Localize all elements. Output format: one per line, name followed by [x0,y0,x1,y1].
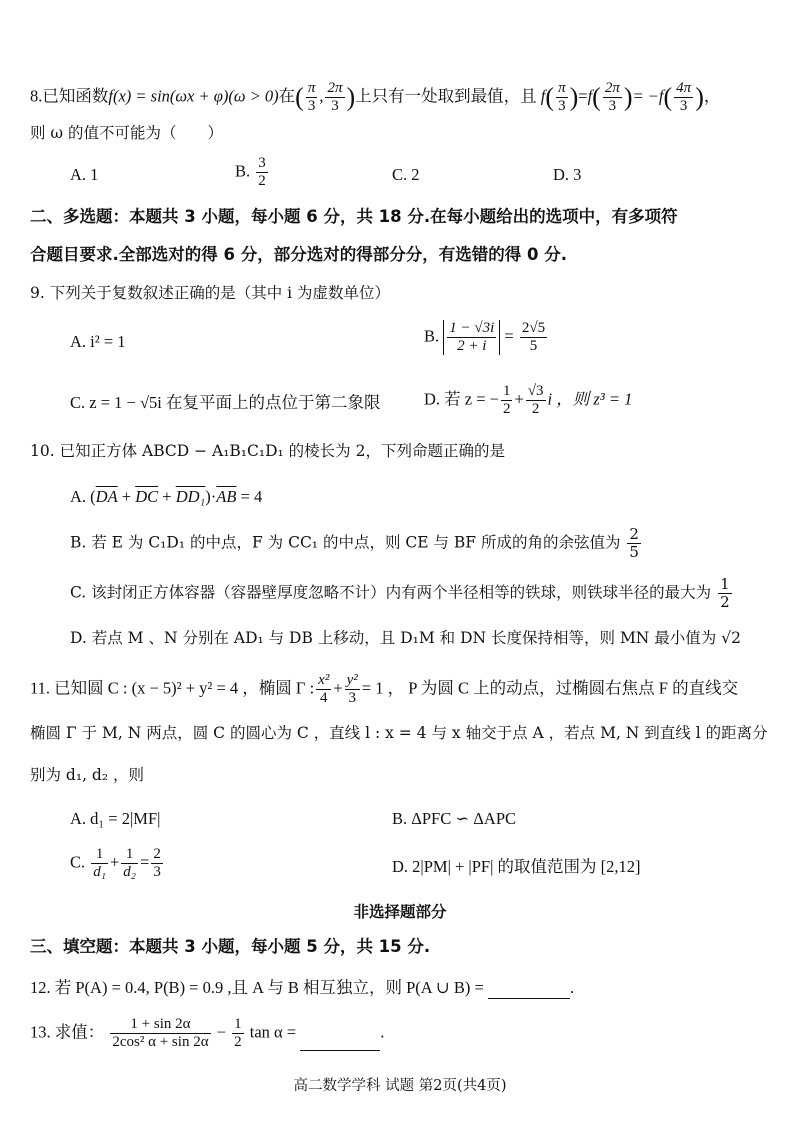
q10-option-c: C. 该封闭正方体容器（容器壁厚度忽略不计）内有两个半径相等的铁球，则铁球半径的最大为 $\frac{1}{2}$ [70,575,730,611]
vector-dd1: DD₁ [175,487,206,506]
q11-option-d: D. 2|PM| + |PF| 的取值范围为 [2,12] [392,857,641,876]
q8-stem-b: 上只有一处取到最值，且 [355,86,537,106]
q12-answer-blank[interactable] [488,982,570,999]
q10-stem: 10. 已知正方体 ABCD − A₁B₁C₁D₁ 的棱长为 2，下列命题正确的是 [30,442,505,460]
q9-option-b: B. $\frac{1 - √3i}{2 + i}$ = $\frac{2√5}{5}$ [424,320,546,354]
q11-stem-line3: 别为 d₁, d₂ ，则 [30,766,144,784]
q12-stem: 12. 若 P(A) = 0.4, P(B) = 0.9 ,且 A 与 B 相互独立，则 P(A ∪ B) = . [30,978,575,997]
q10-option-b: B. 若 E 为 C₁D₁ 的中点，F 为 CC₁ 的中点，则 CE 与 BF 所成的角的余弦值为 $\frac{2}{5}$ [70,525,639,561]
q10-option-a: A. $(\overline{DA} + \overline{DC} + DD_1)\cdot\overline{AB} = 4$ [70,487,263,506]
q8-frac-b: $\frac{2\pi}{3}$ [604,80,620,114]
q13-answer-blank[interactable] [300,1034,380,1051]
q8-frac-pi3: $\frac{\pi}{3}$ [307,80,316,114]
q11-stem-line2: 椭圆 Γ 于 M, N 两点，圆 C 的圆心为 C ，直线 l : x = 4 与 x 轴交于点 A ，若点 M, N 到直线 l 的距离分 [30,724,768,742]
q9-option-d: D. 若 z = − $\frac{1}{2}$ + $\frac{√3}{2}$ i ，则 z³ = 1 [424,383,633,417]
q11-option-c: C. $\frac{1}{\text{d₁}}$ + $\frac{1}{\text{d₂}}$ = $\frac{2}{3}$ [70,846,161,880]
part-title: 非选择题部分 [353,903,447,921]
q8-stem-line1: 8.已知函数f(x) = sin(ωx + φ)(ω > 0)在( $\frac{\pi}{3}$ , $\frac{2\pi}{3}$ )上只有一处取到最值，且 f( $\frac{\pi}{3}$ )=f( $\frac{2\pi}{3}$ )= −f( $\frac{4\pi}{3}$ )， [30,80,721,114]
q8-zai: 在 [278,86,296,106]
q8-paren-open: ( [295,82,304,112]
q8-function: f(x) = sin(ωx + φ)(ω > 0) [108,86,279,106]
section2-heading-line2: 合题目要求.全部选对的得 6 分，部分选对的得部分分，有选错的得 0 分. [30,245,567,264]
q8-frac-2pi3: $\frac{2\pi}{3}$ [327,80,343,114]
q13-stem: 13. 求值： $\frac{1 + \sin 2\alpha}{\text{2cos² α + sin 2α}}$ − $\frac{1}{2}$ tan α = . [30,1016,385,1050]
q10-option-d: D. 若点 M 、N 分别在 AD₁ 与 DB 上移动，且 D₁M 和 DN 长度保持相等，则 MN 最小值为 √2 [70,629,741,647]
q9-option-c: C. z = 1 − √5i 在复平面上的点位于第二象限 [70,393,381,412]
section2-heading-line1: 二、多选题：本题共 3 小题，每小题 6 分，共 18 分.在每小题给出的选项中，有多项符 [30,207,678,226]
page-footer: 高二数学学科 试题 第2页(共4页) [293,1078,507,1094]
q8-stem-a: 8.已知函数 [30,86,109,106]
q8-option-b: B. $\frac{3}{2}$ [235,155,266,189]
q9-stem: 9. 下列关于复数叙述正确的是（其中 i 为虚数单位） [30,284,391,302]
q8-option-d: D. 3 [553,165,582,184]
q8-frac-a: $\frac{\pi}{3}$ [558,80,566,114]
vector-da: $\overline{DA}$ [95,487,118,506]
q11-option-a: A. d₁ = 2|MF| [70,809,161,828]
q8-paren-close: ) [346,82,356,112]
section3-heading: 三、填空题：本题共 3 小题，每小题 5 分，共 15 分. [30,937,431,956]
q8-option-a: A. 1 [70,165,99,184]
q8-frac-c: $\frac{4\pi}{3}$ [676,80,692,114]
q8-option-c: C. 2 [392,165,420,184]
q8-stem-line2: 则 ω 的值不可能为（ ） [30,124,223,142]
q11-option-b: B. ΔPFC ∽ ΔAPC [392,809,517,828]
q9-option-a: A. i² = 1 [70,332,126,351]
vector-dc: $\overline{DC}$ [135,487,159,506]
q11-stem-line1: 11. 已知圆 C : (x − 5)² + y² = 4 ，椭圆 Γ : $\frac{\text{x²}}{4}$ + $\frac{\text{y²}}{3}$ = 1 ， P 为圆 C 上的动点，过椭圆右焦点 F 的直线交 [30,672,739,706]
vector-ab: $\overline{AB}$ [216,487,237,506]
